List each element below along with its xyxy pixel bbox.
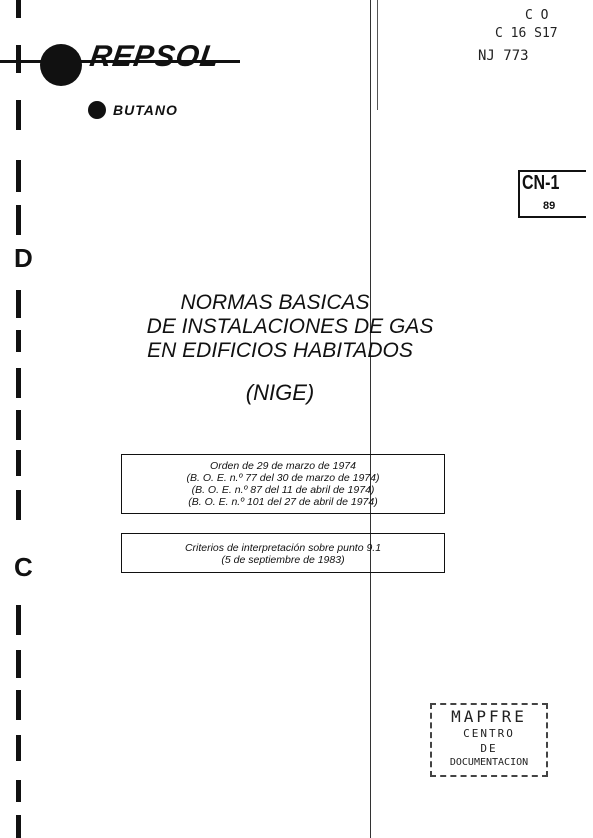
binder-mark: [16, 45, 21, 73]
stamp-line: CENTRO: [463, 727, 515, 740]
binder-mark: [16, 290, 21, 318]
repsol-wordmark: REPSOL: [87, 40, 222, 73]
order-box: [121, 454, 445, 514]
binder-mark: [16, 410, 21, 440]
title-acronym: (NIGE): [245, 380, 315, 405]
order-line: (B. O. E. n.º 101 del 27 de abril de 1974): [188, 496, 378, 508]
title-line: EN EDIFICIOS HABITADOS: [147, 339, 413, 362]
repsol-logo-ball: [40, 44, 82, 86]
binder-mark: [16, 205, 21, 235]
binder-mark: [16, 490, 21, 520]
fold-line-top: [377, 0, 378, 110]
binder-mark: [16, 605, 21, 635]
order-line: (B. O. E. n.º 77 del 30 de marzo de 1974): [186, 472, 380, 484]
order-line: (B. O. E. n.º 87 del 11 de abril de 1974): [191, 484, 375, 496]
doc-number: 89: [543, 200, 556, 212]
butano-wordmark: BUTANO: [113, 102, 178, 118]
binder-mark: [16, 160, 21, 192]
stamp-line: DOCUMENTACION: [449, 757, 529, 768]
binder-mark: [16, 0, 21, 18]
handwritten-note: NJ 773: [478, 48, 529, 64]
binder-mark: [16, 100, 21, 130]
binder-mark: [16, 450, 21, 476]
library-stamp: [430, 703, 548, 777]
handwritten-note: C 16 S17: [495, 26, 558, 41]
clip-mark: D: [14, 243, 33, 273]
fold-line: [370, 0, 371, 838]
binder-mark: [16, 650, 21, 678]
binder-mark: [16, 815, 21, 838]
title-line: DE INSTALACIONES DE GAS: [146, 315, 434, 338]
binder-mark: [16, 780, 21, 802]
binder-mark: [16, 330, 21, 352]
stamp-line: DE: [480, 742, 498, 755]
criteria-box: [121, 533, 445, 573]
butano-logo-ball: [88, 101, 106, 119]
doc-code: CN-1: [522, 172, 560, 194]
title-line: NORMAS BASICAS: [180, 291, 370, 314]
criteria-line: Criterios de interpretación sobre punto 9.1: [184, 542, 382, 554]
stamp-line: MAPFRE: [451, 707, 527, 726]
binder-mark: [16, 735, 21, 761]
clip-mark: C: [14, 552, 33, 582]
criteria-line: (5 de septiembre de 1983): [221, 554, 345, 566]
binder-mark: [16, 368, 21, 398]
handwritten-note: C O: [525, 8, 549, 23]
order-line: Orden de 29 de marzo de 1974: [210, 460, 356, 472]
binder-mark: [16, 690, 21, 720]
